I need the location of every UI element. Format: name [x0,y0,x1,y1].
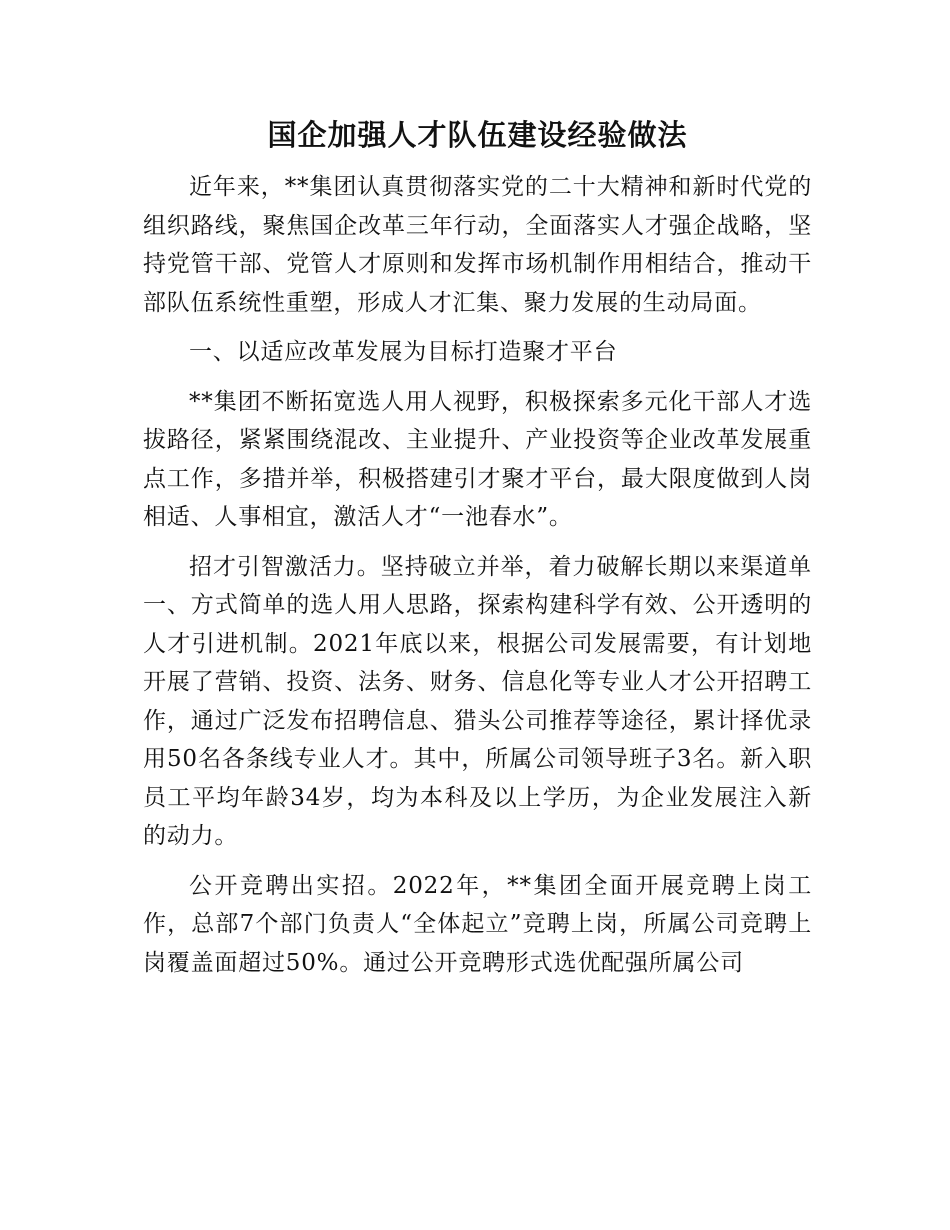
document-title: 国企加强人才队伍建设经验做法 [267,118,688,152]
section-heading: 一、以适应改革发展为目标打造聚才平台 [189,339,618,365]
intro-paragraph: 近年来，**集团认真贯彻落实党的二十大精神和新时代党的组织路线，聚焦国企改革三年行动，全面落实人才强企战略，坚持党管干部、党管人才原则和发挥市场机制作用相结合，推动干部队伍系统性重塑，形成人才汇集、聚力发展的生动局面。 [143,174,812,316]
body-paragraph: 招才引智激活力。坚持破立并举，着力破解长期以来渠道单一、方式简单的选人用人思路，探索构建科学有效、公开透明的人才引进机制。2021年底以来，根据公司发展需要，有计划地开展了营销、投资、法务、财务、信息化等专业人才公开招聘工作，通过广泛发布招聘信息、猎头公司推荐等途径，累计择优录用50名各条线专业人才。其中，所属公司领导班子3名。新入职员工平均年龄34岁，均为本科及以上学历，为企业发展注入新的动力。 [143,553,812,849]
body-paragraph: **集团不断拓宽选人用人视野，积极探索多元化干部人才选拔路径，紧紧围绕混改、主业提升、产业投资等企业改革发展重点工作，多措并举，积极搭建引才聚才平台，最大限度做到人岗相适、人事相宜，激活人才“一池春水”。 [143,388,812,530]
body-paragraph: 公开竞聘出实招。2022年，**集团全面开展竞聘上岗工作，总部7个部门负责人“全体起立”竞聘上岗，所属公司竞聘上岗覆盖面超过50%。通过公开竞聘形式选优配强所属公司 [143,872,812,976]
